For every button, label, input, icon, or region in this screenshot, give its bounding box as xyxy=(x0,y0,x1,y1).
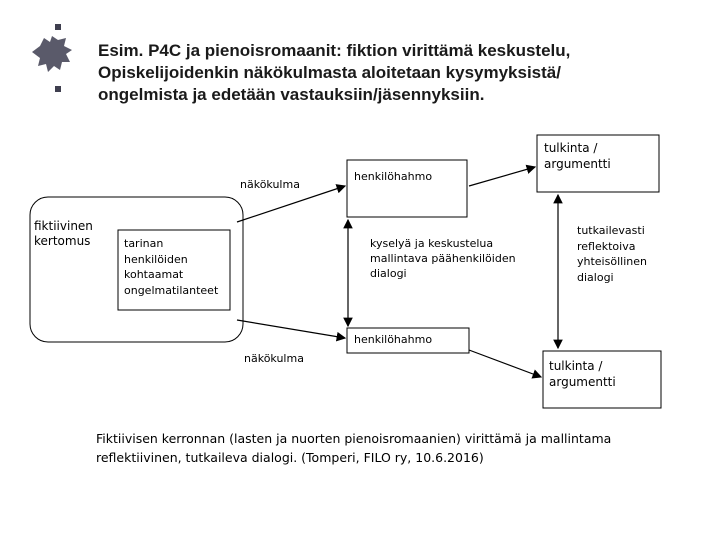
title-line-2: Opiskelijoidenkin näkökulmasta aloitetaan kysymyksistä/ xyxy=(98,63,561,82)
character-box-top xyxy=(347,160,467,217)
character-label-top: henkilöhahmo xyxy=(354,170,433,183)
dialogue-line-3: dialogi xyxy=(370,267,407,280)
reflective-dialogue-label xyxy=(577,223,647,285)
arrow-to-character-bottom xyxy=(237,320,345,338)
perspective-label-bottom: näkökulma xyxy=(244,352,304,365)
story-line-4: ongelmatilanteet xyxy=(124,283,219,297)
story-line-2: henkilöiden xyxy=(124,252,188,266)
character-label-bottom: henkilöhahmo xyxy=(354,333,433,346)
reflective-line-2: reflektoiva xyxy=(577,239,636,253)
reflective-line-1: tutkailevasti xyxy=(577,224,645,237)
reflective-line-4: dialogi xyxy=(577,270,614,284)
perspective-label-top: näkökulma xyxy=(240,178,300,191)
caption-line-2: reflektiivinen, tutkaileva dialogi. (Tomperi, FILO ry, 10.6.2016) xyxy=(96,450,484,465)
fiction-label-line-1: fiktiivinen xyxy=(34,219,93,233)
interpretation-top-line-2: argumentti xyxy=(544,157,611,171)
interpretation-label-bottom xyxy=(549,358,616,390)
slide-caption xyxy=(96,429,696,467)
story-line-1: tarinan xyxy=(124,237,164,250)
dialogue-label xyxy=(370,236,516,281)
interpretation-top-line-1: tulkinta / xyxy=(544,141,598,155)
interpretation-bottom-line-1: tulkinta / xyxy=(549,359,603,373)
caption-line-1: Fiktiivisen kerronnan (lasten ja nuorten pienoisromaanien) virittämä ja mallintama xyxy=(96,431,612,446)
title-line-1: Esim. P4C ja pienoisromaanit: fiktion virittämä keskustelu, xyxy=(98,41,571,60)
dialogue-line-2: mallintava päähenkilöiden xyxy=(370,252,516,265)
story-line-3: kohtaamat xyxy=(124,268,184,281)
dialogue-line-1: kyselyä ja keskustelua xyxy=(370,237,494,250)
interpretation-bottom-line-2: argumentti xyxy=(549,375,616,389)
title-line-3: ongelmista ja edetään vastauksiin/jäsennyksiin. xyxy=(98,85,485,104)
arrow-to-interpretation-top xyxy=(469,167,535,186)
reflective-line-3: yhteisöllinen xyxy=(577,255,647,268)
interpretation-label-top xyxy=(544,140,611,172)
arrow-to-interpretation-bottom xyxy=(469,350,541,377)
story-problems-label xyxy=(124,236,218,298)
fiction-label xyxy=(34,219,93,249)
fiction-label-line-2: kertomus xyxy=(34,234,91,248)
